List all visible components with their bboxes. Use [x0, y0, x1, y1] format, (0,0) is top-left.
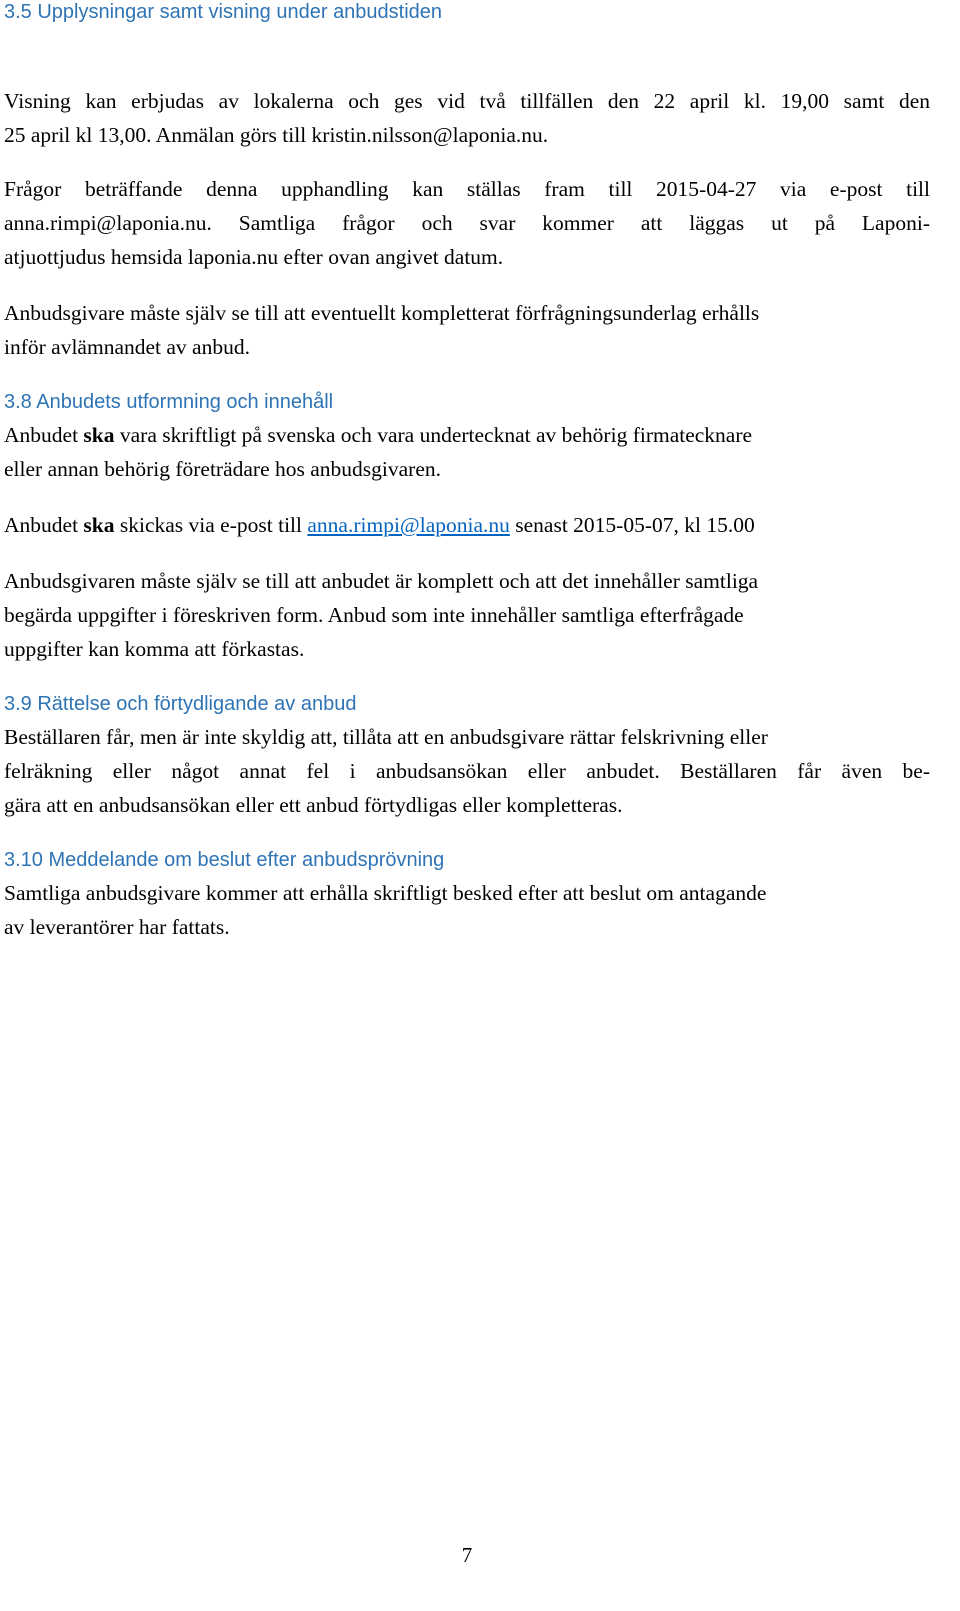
text-line — [4, 418, 930, 452]
text-line: felräkning eller något annat fel i anbudsansökan eller anbudet. Beställaren får även be- — [4, 759, 930, 783]
emphasis-ska: ska — [83, 513, 115, 537]
text-span: skickas via e-post till — [114, 513, 308, 537]
text-line: Beställaren får, men är inte skyldig att, tillåta att en anbudsgivare rättar felskrivning eller — [4, 725, 768, 749]
section-heading-3-5: 3.5 Upplysningar samt visning under anbudstiden — [4, 1, 443, 23]
paragraph-anbudet-ska-vara — [4, 418, 930, 486]
text-line: Samtliga anbudsgivare kommer att erhålla skriftligt besked efter att beslut om antagande — [4, 881, 767, 905]
text-line: av leverantörer har fattats. — [4, 915, 230, 939]
text-line: 25 april kl 13,00. Anmälan görs till kristin.nilsson@laponia.nu. — [4, 123, 549, 147]
text-line: Visning kan erbjudas av lokalerna och ges vid två tillfällen den 22 april kl. 19,00 samt den — [4, 89, 930, 113]
paragraph-anbudsgivare — [4, 296, 930, 364]
paragraph-fragor — [4, 172, 930, 274]
section-heading-3-10: 3.10 Meddelande om beslut efter anbudsprövning — [4, 849, 445, 871]
text-line: begärda uppgifter i föreskriven form. Anbud som inte innehåller samtliga efterfrågade — [4, 603, 744, 627]
text-line: anna.rimpi@laponia.nu. Samtliga frågor och svar kommer att läggas ut på Laponi- — [4, 211, 930, 235]
text-line: Frågor beträffande denna upphandling kan ställas fram till 2015-04-27 via e-post till — [4, 177, 930, 201]
section-heading-3-8: 3.8 Anbudets utformning och innehåll — [4, 391, 334, 413]
text-line: Anbudsgivaren måste själv se till att anbudet är komplett och att det innehåller samtliga — [4, 569, 759, 593]
paragraph-meddelande — [4, 876, 930, 944]
paragraph-visning — [4, 84, 930, 152]
text-span: senast 2015-05-07, kl 15.00 — [509, 513, 755, 537]
text-line: atjuottjudus hemsida laponia.nu efter ovan angivet datum. — [4, 245, 504, 269]
text-line: uppgifter kan komma att förkastas. — [4, 637, 305, 661]
emphasis-ska: ska — [83, 423, 115, 447]
section-heading-3-9: 3.9 Rättelse och förtydligande av anbud — [4, 693, 357, 715]
text-span: vara skriftligt på svenska och vara undertecknat av behörig firmatecknare — [114, 423, 753, 447]
text-line: eller annan behörig företrädare hos anbudsgivaren. — [4, 457, 441, 481]
paragraph-anbudet-ska-skickas — [4, 508, 930, 542]
text-line: Anbudsgivare måste själv se till att eventuellt kompletterat förfrågningsunderlag erhålls — [4, 301, 760, 325]
paragraph-anbudsgivaren — [4, 564, 930, 666]
text-line: inför avlämnandet av anbud. — [4, 335, 250, 359]
text-line: gära att en anbudsansökan eller ett anbud förtydligas eller kompletteras. — [4, 793, 623, 817]
paragraph-rattelse — [4, 720, 930, 822]
email-link[interactable]: anna.rimpi@laponia.nu — [307, 513, 510, 537]
page-number: 7 — [461, 1543, 473, 1567]
text-span: Anbudet — [4, 513, 84, 537]
text-line — [4, 508, 930, 542]
text-span: Anbudet — [4, 423, 84, 447]
